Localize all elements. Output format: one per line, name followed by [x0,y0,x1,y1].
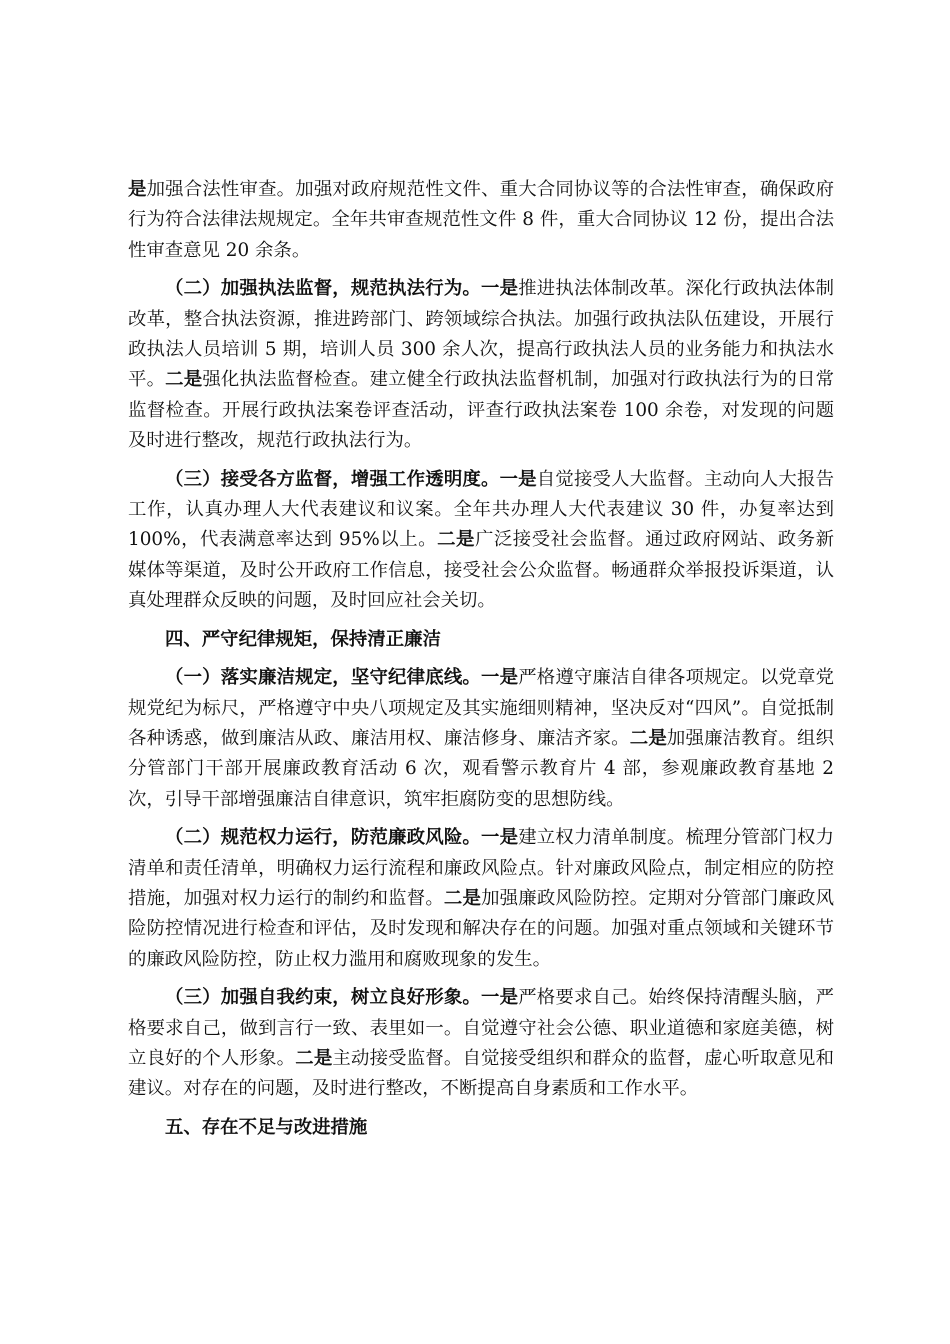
paragraph-accept-supervision [128,465,834,617]
lead-marker: 二是 [165,369,203,391]
document-body [128,175,834,1143]
paragraph-text: 主动接受监督。自觉接受组织和群众的监督，虚心听取意见和建议。对存在的问题，及时进行整改，不断提高自身素质和工作水平。 [128,1047,834,1100]
paragraph-text: 加强廉洁教育。组织分管部门干部开展廉政教育活动 6 次，观看警示教育片 4 部，参观廉政教育基地 2 次，引导干部增强廉洁自律意识，筑牢拒腐防变的思想防线。 [128,727,834,810]
paragraph-text: 自觉接受人大监督。主动向人大报告工作，认真办理人大代表建议和议案。全年共办理人大代表建议 30 件，办复率达到 100%，代表满意率达到 95%以上。 [128,468,834,551]
lead-marker: 是 [128,179,147,200]
section-heading-4: 四、严守纪律规矩，保持清正廉洁 [165,628,441,650]
paragraph-text: 加强合法性审查。加强对政府规范性文件、重大合同协议等的合法性审查，确保政府行为符合法律法规规定。全年共审查规范性文件 8 件，重大合同协议 12 份，提出合法性审查意见 20 余条。 [128,179,834,261]
paragraph-heading: （一）落实廉洁规定，坚守纪律底线。 [165,667,481,689]
paragraph-heading: （三）加强自我约束，树立良好形象。 [165,987,481,1009]
paragraph-heading: （三）接受各方监督，增强工作透明度。 [165,468,500,490]
paragraph-enforcement-supervision [128,274,834,456]
section-heading-5: 五、存在不足与改进措施 [165,1116,368,1138]
lead-marker: 一是 [499,468,537,490]
paragraph-text: 建立权力清单制度。梳理分管部门权力清单和责任清单，明确权力运行流程和廉政风险点。针对廉政风险点，制定相应的防控措施，加强对权力运行的制约和监督。 [128,827,834,909]
paragraph-heading: （二）规范权力运行，防范廉政风险。 [165,827,481,849]
lead-marker: 二是 [443,887,482,909]
lead-marker: 一是 [481,827,519,849]
paragraph-integrity-rules [128,663,834,815]
lead-marker: 二是 [295,1047,333,1069]
paragraph-text: 推进执法体制改革。深化行政执法体制改革，整合执法资源，推进跨部门、跨领域综合执法。加强行政执法队伍建设，开展行政执法人员培训 5 期，培训人员 300 余人次，提高行政执法人员的业务能力和执法水平。 [128,278,834,391]
paragraph-text: 加强廉政风险防控。定期对分管部门廉政风险防控情况进行检查和评估，及时发现和解决存在的问题。加强对重点领域和关键环节的廉政风险防控，防止权力滥用和腐败现象的发生。 [128,887,834,970]
paragraph-text: 严格遵守廉洁自律各项规定。以党章党规党纪为标尺，严格遵守中央八项规定及其实施细则精神，坚决反对“四风”。自觉抵制各种诱惑，做到廉洁从政、廉洁用权、廉洁修身、廉洁齐家。 [128,667,834,749]
lead-marker: 一是 [481,278,519,300]
paragraph-power-regulation [128,823,834,975]
paragraph-text: 强化执法监督检查。建立健全行政执法监督机制，加强对行政执法行为的日常监督检查。开展行政执法案卷评查活动，评查行政执法案卷 100 余卷，对发现的问题及时进行整改，规范行政执法行为。 [128,369,834,452]
lead-marker: 一是 [481,987,519,1009]
paragraph-self-discipline [128,983,834,1105]
lead-marker: 二是 [629,727,667,749]
paragraph-legality-review [128,175,834,266]
paragraph-heading: （二）加强执法监督，规范执法行为。 [165,278,481,300]
paragraph-text: 广泛接受社会监督。通过政府网站、政务新媒体等渠道，及时公开政府工作信息，接受社会公众监督。畅通群众举报投诉渠道，认真处理群众反映的问题，及时回应社会关切。 [128,529,834,612]
lead-marker: 一是 [481,667,519,689]
lead-marker: 二是 [437,529,475,551]
paragraph-text: 严格要求自己。始终保持清醒头脑，严格要求自己，做到言行一致、表里如一。自觉遵守社会公德、职业道德和家庭美德，树立良好的个人形象。 [128,987,834,1069]
